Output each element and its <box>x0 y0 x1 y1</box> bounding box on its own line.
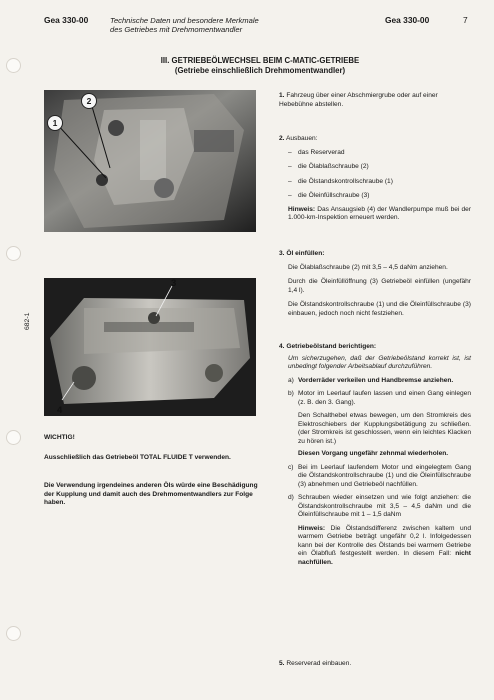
step-4b-label: b) <box>288 390 294 397</box>
section-title-line2: (Getriebe einschließlich Drehmomentwandler) <box>174 65 346 75</box>
step-4c-text: Bei im Leerlauf laufendem Motor und eingelegtem Gang die Ölstandskontrollschraube (1) und die Öleinfüllschraube (3) abnehmen und Getriebeöl nachfüllen. <box>298 463 471 488</box>
page-number: 7 <box>463 15 468 25</box>
step-4d-note-emphasis: nicht nachfüllen. <box>298 550 471 566</box>
step-4-title: Getriebeölstand berichtigen: <box>286 343 377 350</box>
step-3-number: 3. <box>279 250 285 257</box>
step-4d-note: Die Ölstandsdifferenz zwischen kaltem und warmem Getriebe beträgt ungefähr 0,2 l. Infolgedessen kann bei der Kontrolle des Ölstands bei warmem Getriebe ein Ölabfluß festgestellt werden. In diesem Fall: <box>298 524 471 557</box>
photo-transmission-side <box>44 278 256 416</box>
step-4b-text: Motor im Leerlauf laufen lassen und einen Gang einlegen (z. B. den 3. Gang). <box>298 390 471 406</box>
binder-hole-top <box>6 58 21 73</box>
header-subtitle-line2: des Getriebes mit Drehmomentwandler <box>110 25 243 35</box>
step-2-item-drain-plug: die Ölablaßschraube (2) <box>298 163 369 170</box>
step-1-number: 1. <box>279 92 285 99</box>
callout-1: 1 <box>47 115 63 131</box>
step-3 <box>279 250 471 318</box>
step-4b-p2: Den Schalthebel etwas bewegen, um den Stromkreis des Elektroschiebers der Kupplungsbetätigung zu schließen. (der Stromkreis ist geschlossen, wenn ein leichtes Klacken zu hören ist.) <box>298 412 471 445</box>
step-5 <box>279 660 471 669</box>
step-2-item-level-plug: die Ölstandskontrollschraube (1) <box>298 177 393 185</box>
step-4b-p3: Diesen Vorgang ungefähr zehnmal wiederholen. <box>298 450 449 457</box>
section-title <box>90 56 430 75</box>
step-1 <box>279 92 471 109</box>
step-3-p2: Durch die Öleinfüllöffnung (3) Getriebeöl einfüllen (ungefähr 1,4 l). <box>288 278 471 294</box>
step-4-number: 4. <box>279 343 285 350</box>
header-subtitle-line1: Technische Daten und besondere Merkmale <box>110 16 259 25</box>
header-subtitle <box>110 16 259 35</box>
step-2-item-filler-plug: die Öleinfüllschraube (3) <box>298 192 370 199</box>
step-3-title: Öl einfüllen: <box>286 250 325 257</box>
step-2: 2. Ausbauen: – das Reserverad – die Ölablaßschraube (2) – die Ölstandskontrollschraube (1) – die Öleinfüllschraube (3) Hinweis: Das Ansaugsieb (4) der Wandlerpumpe muß bei der 1.000-km-Inspektion erneuert werden. <box>279 135 471 221</box>
step-4d-note-label: Hinweis: <box>298 524 326 532</box>
step-5-text: Reserverad einbauen. <box>286 660 352 667</box>
callout-4: 4 <box>57 405 63 416</box>
step-4 <box>279 343 471 567</box>
step-4c-label: c) <box>288 463 294 471</box>
side-code: 682-1 <box>24 312 31 330</box>
step-4d-text: Schrauben wieder einsetzen und wie folgt anziehen: die Ölstandskontrollschraube mit 3,5 – 4,5 daNm und die Öleinfüllschraube mit 1 – 1,5 daNm <box>298 494 471 518</box>
warning-consequence: Die Verwendung irgendeines anderen Öls würde eine Beschädigung der Kupplung und damit auch des Drehmomentwandlers zur Folge haben. <box>44 482 258 507</box>
binder-hole-lower <box>6 430 21 445</box>
warning-oil-type: Ausschließlich das Getriebeöl TOTAL FLUIDE T verwenden. <box>44 454 231 461</box>
step-4-intro: Um sicherzugehen, daß der Getriebeölstand korrekt ist, ist unbedingt folgender Arbeitsablauf durchzuführen. <box>288 354 471 370</box>
step-2-number: 2. <box>279 135 285 142</box>
step-4a-label: a) <box>288 376 294 384</box>
step-1-text: Fahrzeug über einer Abschmiergrube oder auf einer Hebebühne abstellen. <box>279 92 438 108</box>
step-2-note-label: Hinweis: <box>288 205 316 213</box>
step-2-title: Ausbauen: <box>285 135 318 142</box>
callout-2: 2 <box>81 93 97 109</box>
binder-hole-middle <box>6 246 21 261</box>
step-2-note: Das Ansaugsieb (4) der Wandlerpumpe muß bei der 1.000-km-Inspektion erneuert werden. <box>288 205 471 221</box>
section-title-line1: III. GETRIEBEÖLWECHSEL BEIM C-MATIC-GETRIEBE <box>160 56 360 65</box>
binder-hole-bottom <box>6 626 21 641</box>
step-4a-text: Vorderräder verkeilen und Handbremse anziehen. <box>298 376 454 384</box>
header-code-right: Gea 330-00 <box>385 15 430 25</box>
step-3-p1: Die Ölablaßschraube (2) mit 3,5 – 4,5 daNm anziehen. <box>288 263 448 271</box>
step-2-item-spare-wheel: das Reserverad <box>298 148 345 156</box>
step-5-number: 5. <box>279 660 285 667</box>
step-4d-label: d) <box>288 494 294 501</box>
warning-heading: WICHTIG! <box>44 434 75 441</box>
callout-3: 3 <box>171 278 177 289</box>
header-code-left: Gea 330-00 <box>44 15 89 25</box>
step-3-p3: Die Ölstandskontrollschraube (1) und die Öleinfüllschraube (3) einbauen, jedoch noch nicht festziehen. <box>288 301 471 317</box>
photo-transmission-underside <box>44 90 256 232</box>
